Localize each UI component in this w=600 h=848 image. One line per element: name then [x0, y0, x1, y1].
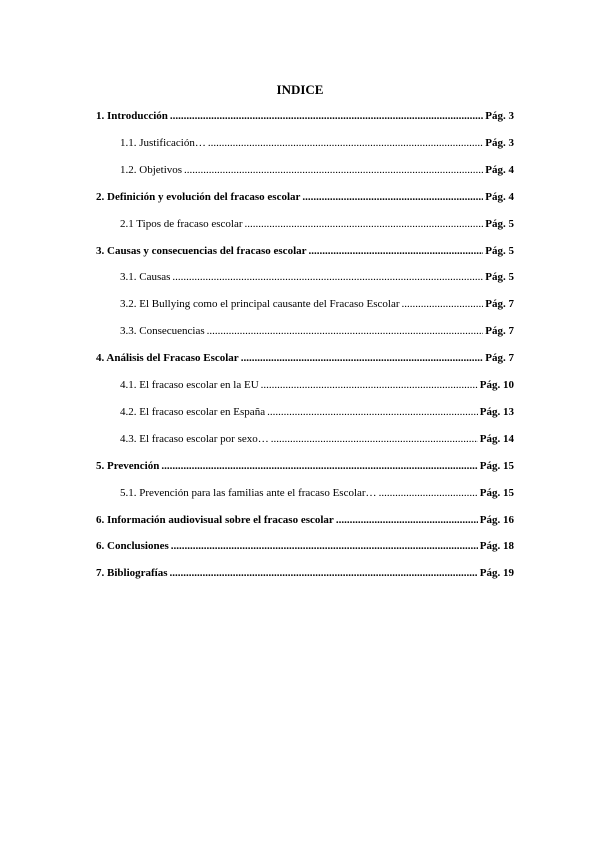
- toc-leader-dots: [207, 323, 484, 339]
- toc-entry-label: 5.1. Prevención para las familias ante el fracaso Escolar…: [120, 486, 377, 499]
- toc-subentry: [120, 485, 514, 501]
- toc-subentry: [120, 135, 514, 151]
- toc-entry: [96, 538, 514, 554]
- toc-subentry: [120, 431, 514, 447]
- toc-entry-label: 3.1. Causas: [120, 271, 171, 284]
- toc-entry-label: 4.3. El fracaso escolar por sexo…: [120, 432, 269, 445]
- toc-entry: [96, 458, 514, 474]
- toc-leader-dots: [336, 512, 478, 528]
- toc-subentry: [120, 216, 514, 232]
- toc-entry: [96, 565, 514, 581]
- toc-page-number: Pág. 5: [485, 244, 514, 257]
- toc-subentry: [120, 323, 514, 339]
- toc-leader-dots: [379, 485, 478, 501]
- toc-leader-dots: [170, 565, 478, 581]
- toc-subentry: [120, 377, 514, 393]
- toc-leader-dots: [271, 431, 478, 447]
- toc-page-number: Pág. 5: [485, 271, 514, 284]
- toc-page-number: Pág. 15: [479, 486, 514, 499]
- page-title: INDICE: [276, 82, 324, 97]
- toc-entry: [96, 189, 514, 205]
- toc-page-number: Pág. 10: [479, 379, 514, 391]
- toc-entry: [96, 350, 514, 366]
- toc-page-number: Pág. 13: [479, 405, 514, 418]
- toc-leader-dots: [309, 243, 484, 259]
- toc-subentry: [120, 269, 514, 285]
- toc-page-number: Pág. 19: [479, 567, 514, 580]
- toc-leader-dots: [241, 350, 484, 366]
- toc-entry-label: 6. Conclusiones: [96, 540, 169, 553]
- toc-entry-label: 3.2. El Bullying como el principal causante del Fracaso Escolar: [120, 298, 400, 311]
- toc-leader-dots: [184, 162, 483, 178]
- toc-leader-dots: [171, 538, 478, 554]
- toc-leader-dots: [170, 108, 483, 124]
- toc-entry-label: 2.1 Tipos de fracaso escolar: [120, 217, 243, 230]
- toc-subentry: [120, 296, 514, 312]
- toc-page-number: Pág. 7: [485, 352, 514, 365]
- toc-leader-dots: [402, 296, 484, 312]
- toc-leader-dots: [302, 189, 483, 205]
- toc-page-number: Pág. 5: [485, 217, 514, 230]
- toc-leader-dots: [261, 377, 478, 393]
- toc-entry: [96, 243, 514, 259]
- toc-entry-label: 4.2. El fracaso escolar en España: [120, 405, 266, 418]
- toc-subentry: [120, 162, 514, 178]
- toc-page-number: Pág. 18: [479, 540, 514, 553]
- toc-entry-label: 3.3. Consecuencias: [120, 325, 205, 338]
- toc-page-number: Pág. 15: [479, 459, 514, 472]
- toc-page-number: Pág. 7: [485, 325, 514, 338]
- toc-page-number: Pág. 3: [485, 136, 514, 149]
- toc-page-number: Pág. 3: [485, 110, 514, 122]
- toc-page-number: Pág. 14: [479, 432, 514, 445]
- toc-leader-dots: [208, 135, 483, 151]
- toc-entry-label: 6. Información audiovisual sobre el fracaso escolar: [96, 513, 334, 526]
- toc-entry-label: 2. Definición y evolución del fracaso escolar: [96, 190, 301, 203]
- toc-leader-dots: [172, 269, 483, 285]
- toc-page-number: Pág. 16: [479, 513, 514, 526]
- toc-entry-label: 3. Causas y consecuencias del fracaso escolar: [96, 244, 307, 257]
- toc-entry: [96, 512, 514, 528]
- toc-entry: [96, 108, 514, 124]
- toc-leader-dots: [267, 404, 478, 420]
- toc-entry-label: 4. Análisis del Fracaso Escolar: [96, 352, 239, 365]
- toc-subentry: [120, 404, 514, 420]
- toc-entry-label: 4.1. El fracaso escolar en la EU: [120, 379, 259, 391]
- toc-entry-label: 1. Introducción: [96, 110, 168, 122]
- toc-leader-dots: [161, 458, 477, 474]
- toc-page-number: Pág. 7: [485, 298, 514, 311]
- toc-leader-dots: [245, 216, 484, 232]
- toc-entry-label: 5. Prevención: [96, 459, 160, 472]
- toc-entry-label: 1.1. Justificación…: [120, 136, 206, 149]
- toc-page-number: Pág. 4: [485, 163, 514, 176]
- toc-entry-label: 7. Bibliografías: [96, 567, 168, 580]
- toc-page-number: Pág. 4: [485, 190, 514, 203]
- toc-entry-label: 1.2. Objetivos: [120, 163, 183, 176]
